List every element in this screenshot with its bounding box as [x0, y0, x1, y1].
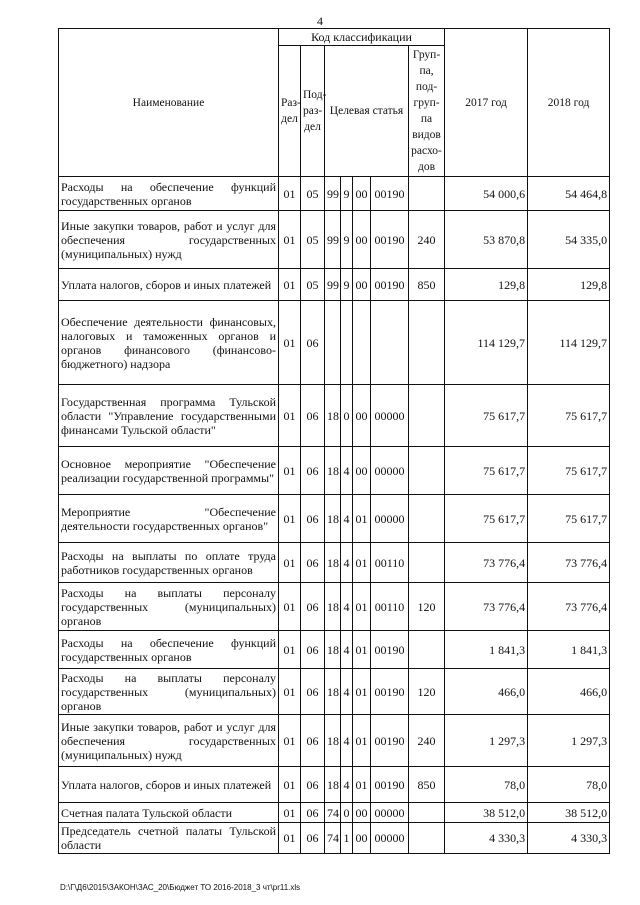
razdel-cell: 01: [279, 211, 301, 269]
row-name: Иные закупки товаров, работ и услуг для обеспечения государственных (муниципальных) нужд: [59, 211, 279, 269]
amount-2017-cell: 75 617,7: [445, 447, 528, 495]
podrazdel-cell: 06: [301, 301, 325, 385]
target-subprogram-cell: 9: [341, 211, 353, 269]
podrazdel-cell: 06: [301, 715, 325, 767]
target-direction-cell: [371, 301, 409, 385]
header-target: Целевая статья: [325, 46, 409, 177]
podrazdel-cell: 06: [301, 543, 325, 583]
target-program-cell: [325, 301, 341, 385]
target-program-cell: 18: [325, 767, 341, 803]
row-name: Мероприятие "Обеспечение деятельности государственных органов": [59, 495, 279, 543]
row-name: Уплата налогов, сборов и иных платежей: [59, 767, 279, 803]
target-direction-cell: 00110: [371, 543, 409, 583]
razdel-cell: 01: [279, 447, 301, 495]
target-direction-cell: 00110: [371, 583, 409, 631]
expense-group-cell: [409, 823, 445, 854]
header-razdel: Раз-дел: [279, 46, 301, 177]
target-subprogram-cell: 4: [341, 669, 353, 715]
table-body: [59, 177, 610, 854]
razdel-cell: 01: [279, 177, 301, 211]
target-direction-cell: 00000: [371, 495, 409, 543]
table-row: [59, 715, 610, 767]
target-subprogram-cell: 9: [341, 177, 353, 211]
row-name: Расходы на выплаты персоналу государственных (муниципальных) органов: [59, 669, 279, 715]
expense-group-cell: [409, 177, 445, 211]
expense-group-cell: 240: [409, 211, 445, 269]
amount-2017-cell: 38 512,0: [445, 803, 528, 823]
target-direction-cell: 00190: [371, 715, 409, 767]
target-program-cell: 18: [325, 631, 341, 669]
table-row: [59, 211, 610, 269]
target-direction-cell: 00190: [371, 669, 409, 715]
amount-2017-cell: 73 776,4: [445, 543, 528, 583]
amount-2018-cell: 114 129,7: [528, 301, 610, 385]
amount-2018-cell: 4 330,3: [528, 823, 610, 854]
target-program-cell: 18: [325, 447, 341, 495]
target-event-cell: 01: [353, 495, 371, 543]
target-direction-cell: 00000: [371, 385, 409, 447]
target-event-cell: 01: [353, 583, 371, 631]
razdel-cell: 01: [279, 803, 301, 823]
row-name: Уплата налогов, сборов и иных платежей: [59, 269, 279, 301]
target-subprogram-cell: 1: [341, 823, 353, 854]
podrazdel-cell: 06: [301, 669, 325, 715]
podrazdel-cell: 06: [301, 767, 325, 803]
expense-group-cell: 120: [409, 583, 445, 631]
amount-2018-cell: 73 776,4: [528, 583, 610, 631]
razdel-cell: 01: [279, 669, 301, 715]
target-direction-cell: 00190: [371, 269, 409, 301]
amount-2018-cell: 1 841,3: [528, 631, 610, 669]
expense-group-cell: 120: [409, 669, 445, 715]
target-event-cell: 00: [353, 803, 371, 823]
target-event-cell: 00: [353, 823, 371, 854]
target-direction-cell: 00190: [371, 211, 409, 269]
target-program-cell: 99: [325, 211, 341, 269]
row-name: Расходы на выплаты персоналу государственных (муниципальных) органов: [59, 583, 279, 631]
podrazdel-cell: 06: [301, 631, 325, 669]
expense-group-cell: [409, 631, 445, 669]
amount-2018-cell: 54 335,0: [528, 211, 610, 269]
expense-group-cell: [409, 385, 445, 447]
table-row: [59, 177, 610, 211]
header-2017: 2017 год: [445, 29, 528, 177]
row-name: Государственная программа Тульской области "Управление государственными финансами Тульской области": [59, 385, 279, 447]
amount-2018-cell: 73 776,4: [528, 543, 610, 583]
page-number: 4: [317, 14, 323, 28]
target-subprogram-cell: 9: [341, 269, 353, 301]
podrazdel-cell: 05: [301, 177, 325, 211]
expense-group-cell: [409, 543, 445, 583]
amount-2017-cell: 1 841,3: [445, 631, 528, 669]
target-subprogram-cell: 4: [341, 447, 353, 495]
amount-2017-cell: 114 129,7: [445, 301, 528, 385]
podrazdel-cell: 06: [301, 385, 325, 447]
expense-group-cell: [409, 447, 445, 495]
target-direction-cell: 00190: [371, 767, 409, 803]
amount-2017-cell: 54 000,6: [445, 177, 528, 211]
target-program-cell: 99: [325, 269, 341, 301]
table-row: [59, 495, 610, 543]
expense-group-cell: [409, 803, 445, 823]
target-subprogram-cell: 4: [341, 715, 353, 767]
target-event-cell: 01: [353, 669, 371, 715]
amount-2018-cell: 75 617,7: [528, 495, 610, 543]
razdel-cell: 01: [279, 543, 301, 583]
target-subprogram-cell: 4: [341, 583, 353, 631]
amount-2018-cell: 78,0: [528, 767, 610, 803]
table-row: [59, 301, 610, 385]
target-event-cell: 01: [353, 631, 371, 669]
target-direction-cell: 00000: [371, 803, 409, 823]
target-subprogram-cell: 0: [341, 385, 353, 447]
podrazdel-cell: 06: [301, 447, 325, 495]
target-direction-cell: 00000: [371, 823, 409, 854]
target-event-cell: 01: [353, 543, 371, 583]
razdel-cell: 01: [279, 301, 301, 385]
target-event-cell: 00: [353, 177, 371, 211]
expense-group-cell: 850: [409, 767, 445, 803]
row-name: Обеспечение деятельности финансовых, налоговых и таможенных органов и органов финансового (финансово-бюджетного) надзора: [59, 301, 279, 385]
podrazdel-cell: 06: [301, 495, 325, 543]
expense-group-cell: [409, 495, 445, 543]
target-program-cell: 18: [325, 385, 341, 447]
target-program-cell: 18: [325, 715, 341, 767]
target-direction-cell: 00190: [371, 177, 409, 211]
amount-2017-cell: 53 870,8: [445, 211, 528, 269]
target-event-cell: 01: [353, 767, 371, 803]
target-program-cell: 74: [325, 803, 341, 823]
file-path-footer: D:\Г\Д6\2015\ЗАКОН\ЗАС_20\Бюджет ТО 2016-2018_3 чт\pr11.xls: [60, 883, 301, 892]
budget-table: [58, 28, 610, 854]
header-group: Груп-па, под-груп-па видов расхо-дов: [409, 46, 445, 177]
target-event-cell: 00: [353, 269, 371, 301]
razdel-cell: 01: [279, 823, 301, 854]
row-name: Основное мероприятие "Обеспечение реализации государственной программы": [59, 447, 279, 495]
header-name: Наименование: [59, 29, 279, 177]
amount-2018-cell: 75 617,7: [528, 385, 610, 447]
table-row: [59, 447, 610, 495]
razdel-cell: 01: [279, 269, 301, 301]
amount-2018-cell: 75 617,7: [528, 447, 610, 495]
table-row: [59, 669, 610, 715]
amount-2018-cell: 1 297,3: [528, 715, 610, 767]
amount-2018-cell: 54 464,8: [528, 177, 610, 211]
razdel-cell: 01: [279, 767, 301, 803]
amount-2017-cell: 4 330,3: [445, 823, 528, 854]
amount-2017-cell: 73 776,4: [445, 583, 528, 631]
amount-2017-cell: 78,0: [445, 767, 528, 803]
table-row: [59, 823, 610, 854]
target-program-cell: 99: [325, 177, 341, 211]
target-event-cell: [353, 301, 371, 385]
target-program-cell: 18: [325, 583, 341, 631]
target-program-cell: 74: [325, 823, 341, 854]
target-subprogram-cell: 4: [341, 543, 353, 583]
header-podrazdel: Под-раз-дел: [301, 46, 325, 177]
razdel-cell: 01: [279, 715, 301, 767]
target-program-cell: 18: [325, 495, 341, 543]
amount-2017-cell: 75 617,7: [445, 385, 528, 447]
row-name: Расходы на выплаты по оплате труда работников государственных органов: [59, 543, 279, 583]
table-row: [59, 583, 610, 631]
razdel-cell: 01: [279, 495, 301, 543]
podrazdel-cell: 06: [301, 583, 325, 631]
amount-2018-cell: 38 512,0: [528, 803, 610, 823]
table-row: [59, 385, 610, 447]
row-name: Иные закупки товаров, работ и услуг для обеспечения государственных (муниципальных) нужд: [59, 715, 279, 767]
header-2018: 2018 год: [528, 29, 610, 177]
amount-2017-cell: 129,8: [445, 269, 528, 301]
target-event-cell: 00: [353, 211, 371, 269]
target-program-cell: 18: [325, 669, 341, 715]
row-name: Расходы на обеспечение функций государственных органов: [59, 177, 279, 211]
podrazdel-cell: 06: [301, 803, 325, 823]
target-subprogram-cell: 4: [341, 767, 353, 803]
expense-group-cell: 240: [409, 715, 445, 767]
header-code: Код классификации: [279, 29, 445, 46]
razdel-cell: 01: [279, 583, 301, 631]
row-name: Счетная палата Тульской области: [59, 803, 279, 823]
table-row: [59, 767, 610, 803]
row-name: Расходы на обеспечение функций государственных органов: [59, 631, 279, 669]
expense-group-cell: 850: [409, 269, 445, 301]
amount-2018-cell: 129,8: [528, 269, 610, 301]
amount-2017-cell: 466,0: [445, 669, 528, 715]
target-program-cell: 18: [325, 543, 341, 583]
razdel-cell: 01: [279, 385, 301, 447]
target-event-cell: 00: [353, 447, 371, 495]
amount-2017-cell: 75 617,7: [445, 495, 528, 543]
row-name: Председатель счетной палаты Тульской области: [59, 823, 279, 854]
target-subprogram-cell: 0: [341, 803, 353, 823]
target-subprogram-cell: 4: [341, 631, 353, 669]
podrazdel-cell: 05: [301, 269, 325, 301]
table-row: [59, 543, 610, 583]
podrazdel-cell: 05: [301, 211, 325, 269]
amount-2018-cell: 466,0: [528, 669, 610, 715]
table-row: [59, 803, 610, 823]
target-event-cell: 01: [353, 715, 371, 767]
razdel-cell: 01: [279, 631, 301, 669]
podrazdel-cell: 06: [301, 823, 325, 854]
expense-group-cell: [409, 301, 445, 385]
target-direction-cell: 00190: [371, 631, 409, 669]
amount-2017-cell: 1 297,3: [445, 715, 528, 767]
target-direction-cell: 00000: [371, 447, 409, 495]
table-row: [59, 269, 610, 301]
table-row: [59, 631, 610, 669]
table-header: [59, 29, 610, 177]
target-subprogram-cell: [341, 301, 353, 385]
target-event-cell: 00: [353, 385, 371, 447]
target-subprogram-cell: 4: [341, 495, 353, 543]
